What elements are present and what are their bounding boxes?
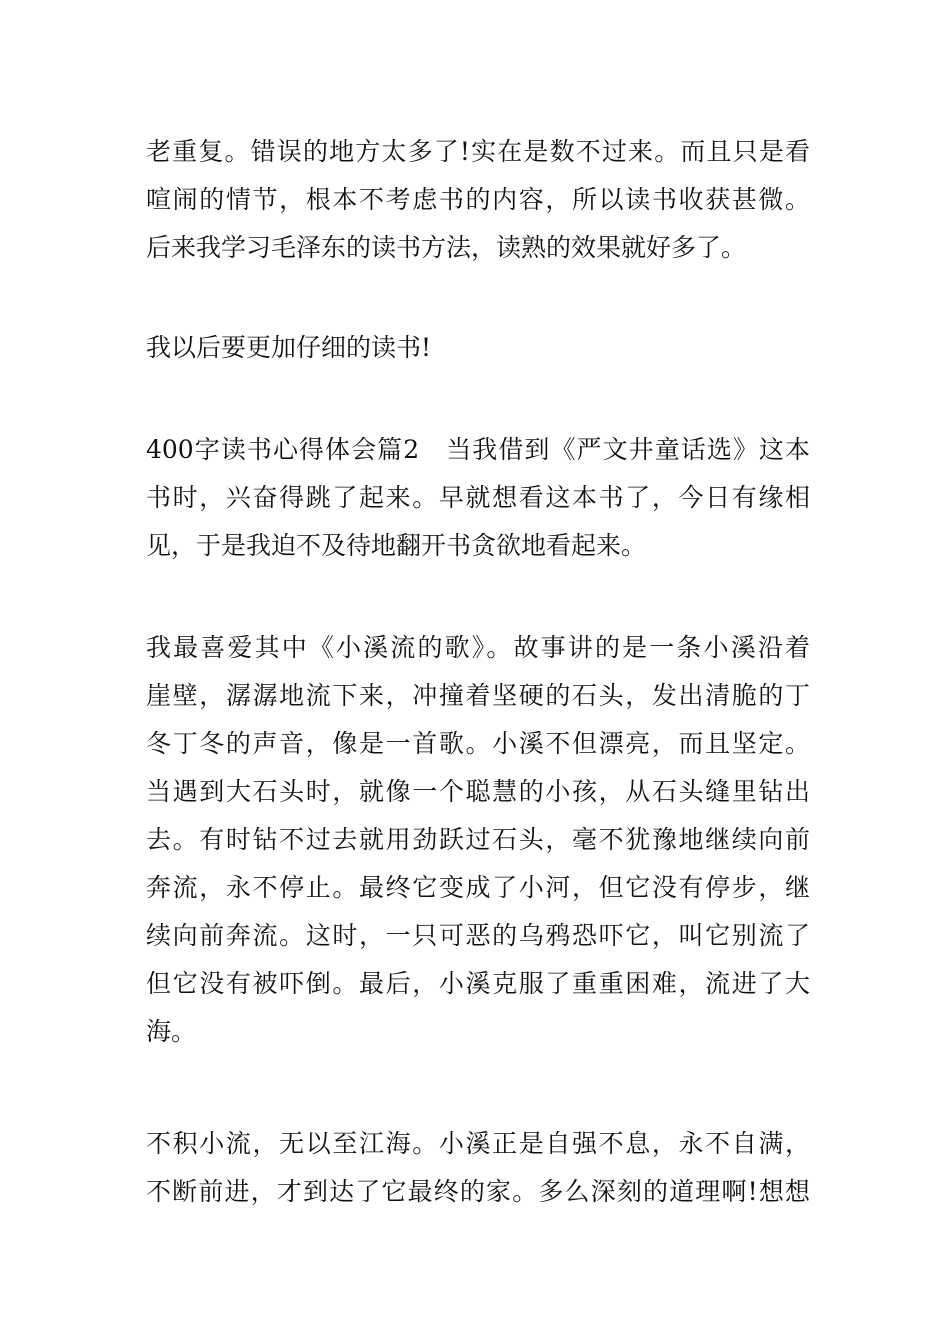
text-line: 崖壁，潺潺地流下来，冲撞着坚硬的石头，发出清脆的丁: [146, 681, 810, 710]
text-line: 老重复。错误的地方太多了!实在是数不过来。而且只是看: [146, 137, 810, 166]
text-line: 书时，兴奋得跳了起来。早就想看这本书了，今日有缘相: [146, 483, 810, 512]
text-line: 去。有时钻不过去就用劲跃过石头，毫不犹豫地继续向前: [146, 825, 810, 854]
text-line: 冬丁冬的声音，像是一首歌。小溪不但漂亮，而且坚定。: [146, 729, 810, 758]
text-line: 不积小流，无以至江海。小溪正是自强不息，永不自满，: [146, 1129, 810, 1158]
text-line: 喧闹的情节，根本不考虑书的内容，所以读书收获甚微。: [146, 185, 810, 214]
text-line: 海。: [146, 1017, 197, 1046]
text-line: 后来我学习毛泽东的读书方法，读熟的效果就好多了。: [146, 233, 747, 262]
text-line: 奔流，永不停止。最终它变成了小河，但它没有停步，继: [146, 873, 810, 902]
text-line: 不断前进，才到达了它最终的家。多么深刻的道理啊!想想: [146, 1177, 810, 1206]
text-line: 但它没有被吓倒。最后，小溪克服了重重困难，流进了大: [146, 969, 810, 998]
text-line: 400字读书心得体会篇2 当我借到《严文井童话选》这本: [146, 435, 810, 464]
text-line: 我最喜爱其中《小溪流的歌》。故事讲的是一条小溪沿着: [146, 633, 810, 662]
text-line: 见，于是我迫不及待地翻开书贪欲地看起来。: [146, 531, 647, 560]
text-line: 我以后要更加仔细的读书!: [146, 333, 432, 362]
text-line: 续向前奔流。这时，一只可恶的乌鸦恐吓它，叫它别流了: [146, 921, 810, 950]
text-line: 当遇到大石头时，就像一个聪慧的小孩，从石头缝里钻出: [146, 777, 810, 806]
